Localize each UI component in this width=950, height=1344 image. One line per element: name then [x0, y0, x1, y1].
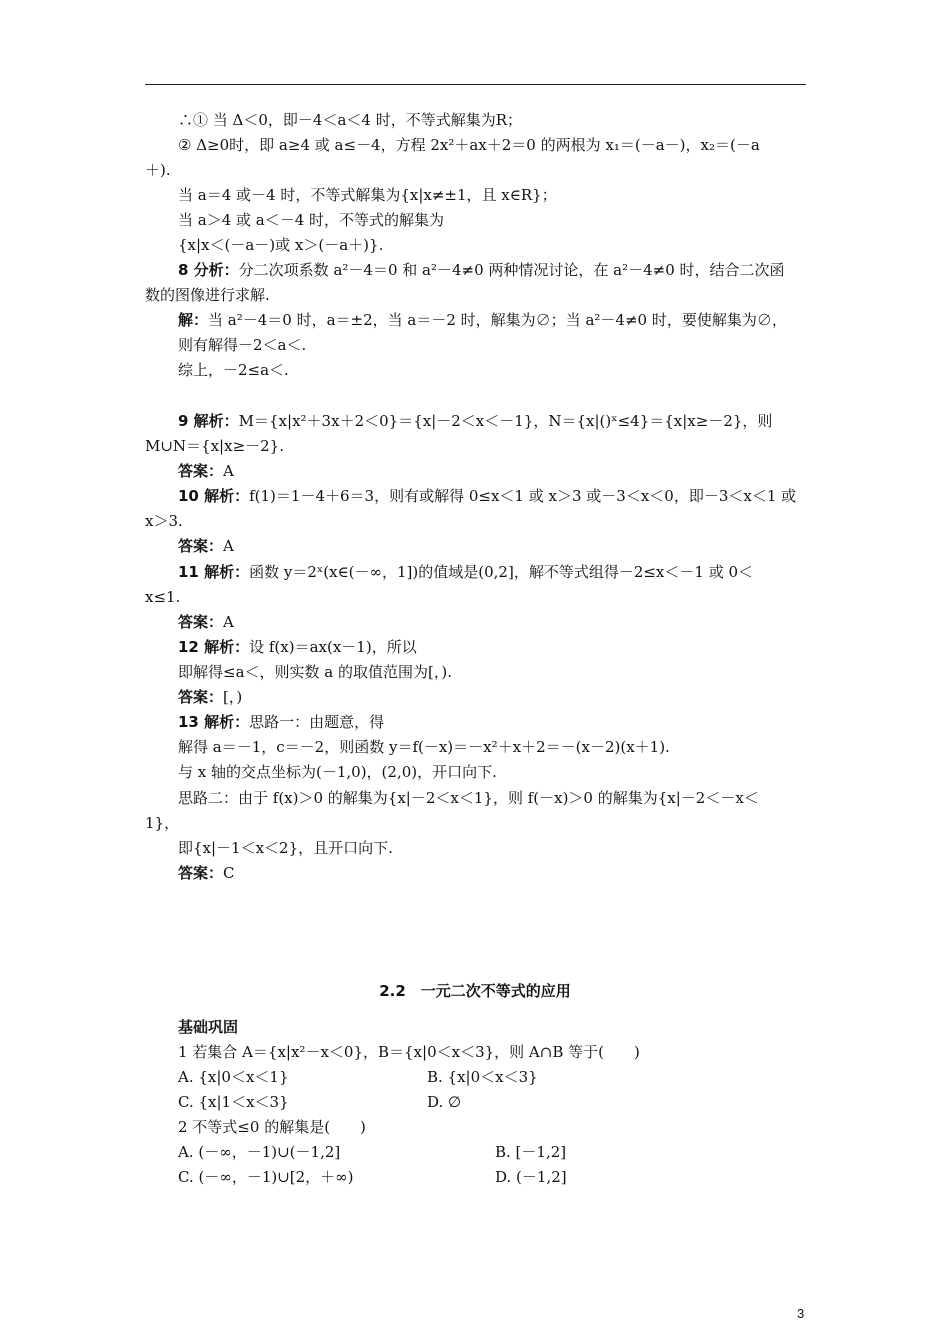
answer-label: 答案：	[178, 462, 224, 480]
text-line	[178, 562, 753, 582]
line-text: 与 x 轴的交点坐标为(－1,0)，(2,0)，开口向下.	[178, 763, 497, 781]
line-text: 当 a＞4 或 a＜－4 时，不等式的解集为	[178, 211, 445, 229]
text-line	[145, 285, 270, 305]
line-text: 1}，	[145, 814, 180, 832]
line-text: 1 若集合 A＝{x|x²－x＜0}，B＝{x|0＜x＜3}，则 A∩B 等于( )	[178, 1043, 640, 1061]
text-line	[145, 436, 284, 456]
line-text: D. ∅	[427, 1093, 462, 1111]
text-line	[495, 1142, 566, 1162]
line-text: A. (－∞，－1)∪(－1,2]	[178, 1143, 341, 1161]
text-line	[178, 637, 417, 657]
answer-label: 答案：	[178, 864, 224, 882]
line-text: M∪N＝{x|x≥－2}.	[145, 437, 284, 455]
line-text: {x|x＜(－a－)或 x＞(－a＋)}.	[178, 236, 384, 254]
text-line	[427, 1092, 461, 1112]
line-text: B. [－1,2]	[495, 1143, 567, 1161]
text-line	[178, 1067, 289, 1087]
line-text: M＝{x|x²＋3x＋2＜0}＝{x|－2＜x＜－1}，N＝{x|()ˣ≤4}＝{x|x≥－2}，则	[238, 412, 773, 430]
text-line	[178, 712, 384, 732]
line-text: 即解得≤a＜，则实数 a 的取值范围为[，).	[178, 663, 452, 681]
text-line	[178, 788, 759, 808]
text-line	[178, 612, 234, 632]
line-text: A	[223, 613, 234, 631]
line-text: x≤1.	[145, 588, 181, 606]
text-line	[178, 662, 452, 682]
text-line	[145, 587, 180, 607]
text-line	[178, 335, 306, 355]
line-text: 思路二：由于 f(x)＞0 的解集为{x|－2＜x＜1}，则 f(－x)＞0 的解集为{x|－2＜－x＜	[178, 789, 759, 807]
text-line	[178, 210, 444, 230]
answer-label: 13 解析：	[178, 713, 250, 731]
answer-label: 答案：	[178, 537, 224, 555]
line-text: ② Δ≥0时，即 a≥4 或 a≤－4，方程 2x²＋ax＋2＝0 的两根为 x₁＝(－a－)，x₂＝(－a	[178, 136, 760, 154]
line-text: 数的图像进行求解.	[145, 286, 270, 304]
text-line	[178, 1142, 340, 1162]
line-text: 综上，－2≤a＜.	[178, 361, 289, 379]
text-line	[145, 160, 171, 180]
line-text: f(1)＝1－4＋6＝3，则有或解得 0≤x＜1 或 x＞3 或－3＜x＜0，即－3＜x＜1 或	[249, 487, 797, 505]
text-line	[178, 185, 557, 205]
header-rule	[145, 84, 806, 85]
line-text: ∴① 当 Δ＜0，即－4＜a＜4 时，不等式解集为R；	[178, 111, 523, 129]
page-number: 3	[797, 1306, 805, 1321]
text-line	[427, 1067, 538, 1087]
line-text: x＞3.	[145, 512, 183, 530]
line-text: C. {x|1＜x＜3}	[178, 1093, 289, 1111]
line-text: D. (－1,2]	[495, 1168, 567, 1186]
answer-label: 答案：	[178, 688, 224, 706]
text-line	[178, 1042, 640, 1062]
text-line	[178, 360, 289, 380]
answer-label: 解：	[178, 311, 209, 329]
text-line	[178, 461, 234, 481]
text-line	[495, 1167, 567, 1187]
text-line	[178, 687, 242, 707]
line-text: 当 a²－4＝0 时，a＝±2，当 a＝－2 时，解集为∅；当 a²－4≠0 时，要使解集为∅，	[208, 311, 787, 329]
line-text: 当 a＝4 或－4 时，不等式解集为{x|x≠±1，且 x∈R}；	[178, 186, 557, 204]
text-line	[178, 1117, 366, 1137]
text-line	[178, 235, 383, 255]
line-text: 分二次项系数 a²－4＝0 和 a²－4≠0 两种情况讨论，在 a²－4≠0 时，结合二次函	[238, 261, 785, 279]
line-text: 即{x|－1＜x＜2}，且开口向下.	[178, 839, 393, 857]
answer-label: 10 解析：	[178, 487, 250, 505]
text-line	[145, 511, 183, 531]
line-text: ＋).	[145, 161, 171, 179]
text-line	[178, 838, 393, 858]
section-title: 2.2 一元二次不等式的应用	[379, 982, 571, 1000]
line-text: A. {x|0＜x＜1}	[178, 1068, 289, 1086]
line-text: 2 不等式≤0 的解集是( )	[178, 1118, 366, 1136]
text-line	[178, 863, 235, 883]
answer-label: 8 分析：	[178, 261, 239, 279]
line-text: 设 f(x)＝ax(x－1)，所以	[249, 638, 417, 656]
line-text: [，)	[223, 688, 243, 706]
text-line	[178, 762, 497, 782]
answer-label: 9 解析：	[178, 412, 239, 430]
answer-label: 12 解析：	[178, 638, 250, 656]
answer-label: 基础巩固	[178, 1018, 239, 1036]
text-line	[178, 260, 785, 280]
line-text: 函数 y＝2ˣ(x∈(－∞，1])的值域是(0,2]，解不等式组得－2≤x＜－1 或 0＜	[249, 563, 754, 581]
text-line	[178, 1092, 289, 1112]
line-text: 解得 a＝－1，c＝－2，则函数 y＝f(－x)＝－x²＋x＋2＝－(x－2)(x＋1).	[178, 738, 670, 756]
text-line	[178, 737, 670, 757]
answer-label: 答案：	[178, 613, 224, 631]
line-text: C	[223, 864, 235, 882]
text-line	[178, 536, 234, 556]
line-text: C. (－∞，－1)∪[2，＋∞)	[178, 1168, 354, 1186]
text-line	[178, 486, 796, 506]
text-line	[178, 110, 522, 130]
text-line	[178, 1017, 238, 1037]
line-text: 则有解得－2＜a＜.	[178, 336, 307, 354]
text-line	[178, 411, 772, 431]
line-text: 思路一：由题意，得	[249, 713, 385, 731]
line-text: A	[223, 537, 234, 555]
line-text: B. {x|0＜x＜3}	[427, 1068, 538, 1086]
answer-label: 11 解析：	[178, 563, 250, 581]
text-line	[145, 813, 179, 833]
line-text: A	[223, 462, 234, 480]
text-line	[178, 135, 760, 155]
text-line	[178, 310, 787, 330]
text-line	[178, 1167, 354, 1187]
